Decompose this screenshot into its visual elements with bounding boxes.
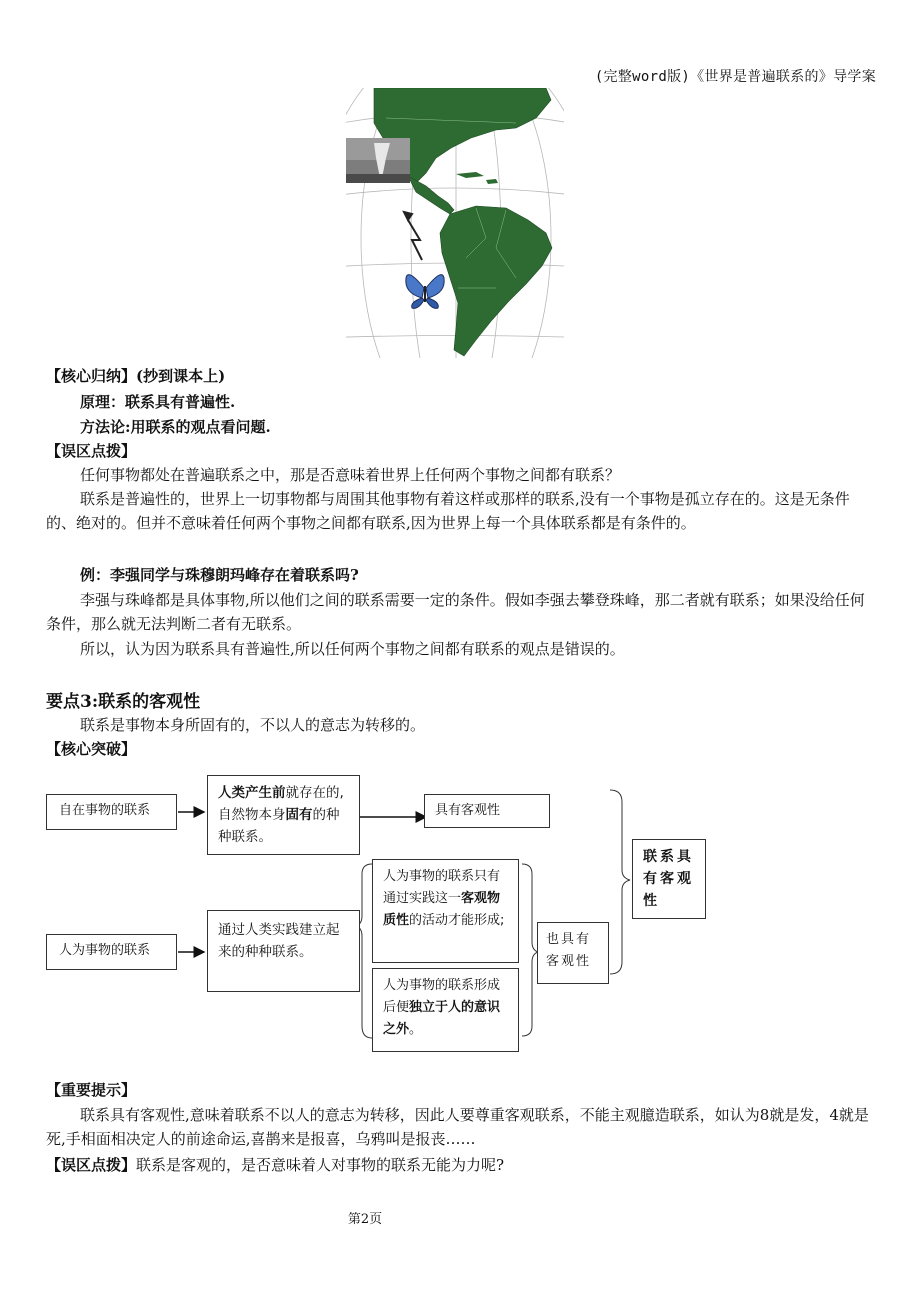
mistake2-text: 联系是客观的，是否意味着人对事物的联系无能为力呢? [136,1156,505,1174]
core-summary-heading: 【核心归纳】(抄到课本上) [46,367,226,385]
human-formation-text2: 的活动才能形成; [409,913,505,928]
example-answer: 李强与珠峰都是具体事物,所以他们之间的联系需要一定的条件。假如李强去攀登珠峰，那二者就有联系；如果没给任何条件，那么就无法判断二者有无联系。 [46,591,865,633]
mistake-conclusion: 所以，认为因为联系具有普遍性,所以任何两个事物之间都有联系的观点是错误的。 [80,640,625,658]
breakthrough-heading: 【核心突破】 [46,740,137,758]
human-independence-text1: 人为事物的联系形成后便 [383,978,501,1015]
human-connection-label: 人为事物的联系 [59,943,151,958]
tip-text: 联系具有客观性,意味着联系不以人的意志为转移，因此人要尊重客观联系，不能主观臆造联系，如认为8就是发，4就是死,手相面相决定人的前途命运,喜鹊来是报喜，乌鸦叫是报丧…… [46,1106,869,1148]
result-objective-label: 联系具有客观性 [643,849,694,909]
human-formation-box [372,859,519,963]
tip-heading: 【重要提示】 [46,1081,137,1099]
human-formation-text1: 人为事物的联系只有通过实践这一 [383,869,501,906]
objective-label: 具有客观性 [435,803,501,818]
natural-desc-bold2: 固有 [285,807,313,823]
human-connection-box [46,934,177,970]
natural-desc-text2: 的种种联系。 [218,807,340,845]
natural-desc-bold: 人类产生前 [218,785,286,801]
human-independence-text2: 。 [409,1022,423,1037]
mistake2-heading: 【误区点拨】 [46,1156,137,1174]
mistake-heading: 【误区点拨】 [46,442,137,460]
human-formation-bold: 客观物质性 [383,891,501,928]
tornado-photo-icon [346,138,410,183]
result-objective-box [632,839,706,919]
methodology-text: 方法论:用联系的观点看问题. [80,418,271,436]
human-description-text: 通过人类实践建立起来的种种联系。 [218,922,340,960]
natural-description-box [207,775,360,855]
point3-text: 联系是事物本身所固有的，不以人的意志为转移的。 [80,716,426,734]
also-objective-label: 也具有客观性 [546,932,592,969]
document-header-title: (完整word版)《世界是普遍联系的》导学案 [594,69,876,85]
natural-desc-text1: 就存在的,自然物本身 [218,785,344,823]
also-objective-box [537,922,609,984]
americas-map-icon [346,88,564,358]
mistake2-paragraph [46,1153,876,1177]
mistake-question: 任何事物都处在普遍联系之中，那是否意味着世界上任何两个事物之间都有联系？ [80,466,621,484]
example-question [46,563,876,587]
natural-connection-label: 自在事物的联系 [59,803,151,818]
example-text: 例：李强同学与珠穆朗玛峰存在着联系吗? [80,566,359,584]
principle-text: 原理：联系具有普遍性. [80,393,236,411]
objective-box [424,794,550,828]
page-number: 第2页 [347,1212,383,1227]
mistake-answer: 联系是普遍性的，世界上一切事物都与周围其他事物有着这样或那样的联系,没有一个事物是孤立存在的。这是无条件的、绝对的。但并不意味着任何两个事物之间都有联系,因为世界上每一个具体联系都是有条件的。 [46,490,850,532]
natural-connection-box [46,794,177,830]
human-description-box [207,910,360,992]
point3-heading: 要点3:联系的客观性 [46,692,201,712]
human-independence-bold: 独立于人的意识之外 [383,1000,501,1037]
human-independence-box [372,968,519,1052]
